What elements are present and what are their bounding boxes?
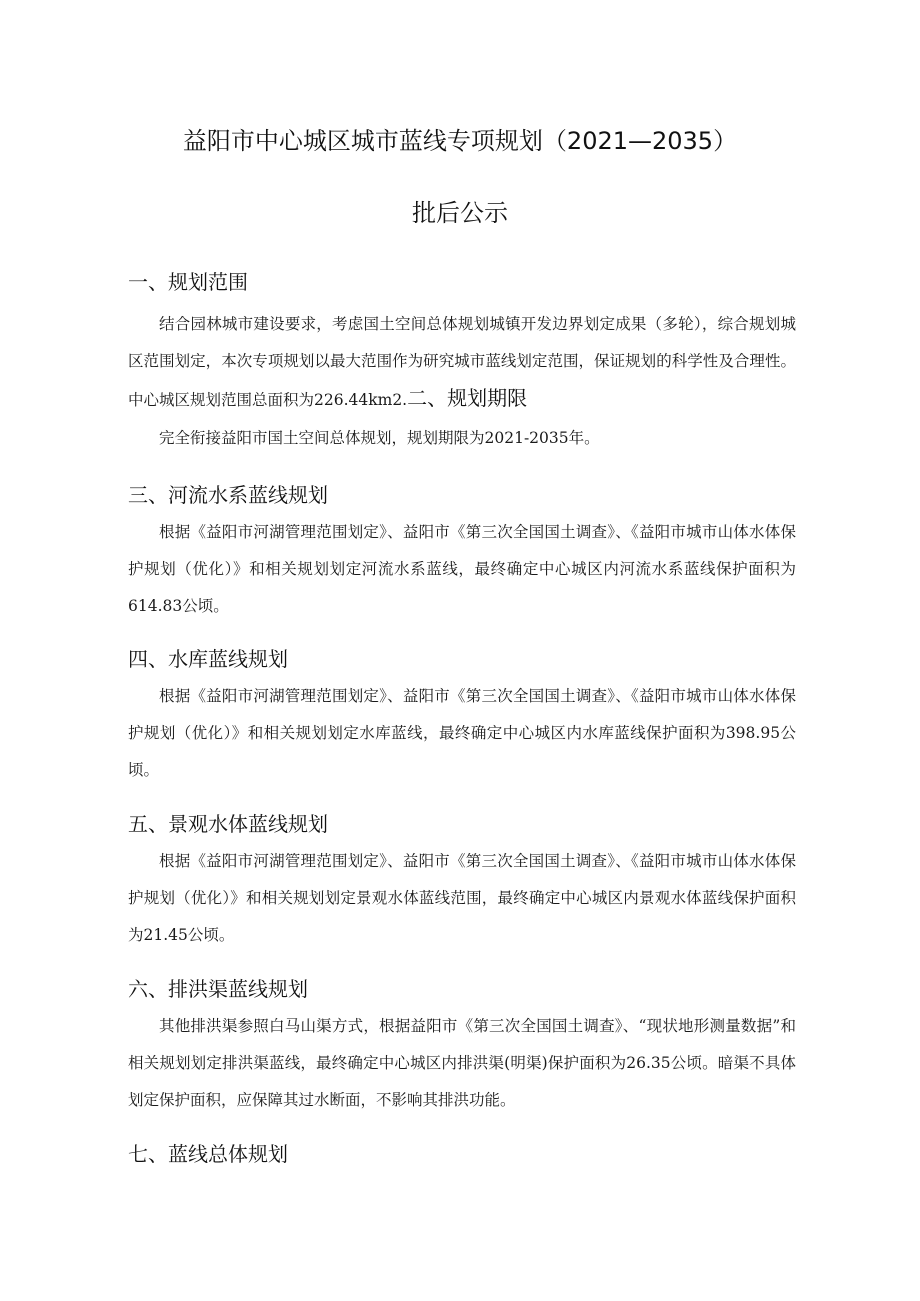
- section-body: [128, 306, 796, 419]
- document-subtitle: 批后公示: [412, 199, 508, 227]
- section-body: 根据《益阳市河湖管理范围划定》、益阳市《第三次全国国土调查》、《益阳市城市山体水体保护规划（优化）》和相关规划划定水库蓝线，最终确定中心城区内水库蓝线保护面积为398.95公顷。: [128, 687, 796, 779]
- section-body-text: 结合园林城市建设要求，考虑国土空间总体规划城镇开发边界划定成果（多轮），综合规划城区范围划定，本次专项规划以最大范围作为研究城市蓝线划定范围，保证规划的科学性及合理性。中心城区规划范围总面积为226.44km2.: [128, 315, 796, 409]
- section-body: 根据《益阳市河湖管理范围划定》、益阳市《第三次全国国土调查》、《益阳市城市山体水体保护规划（优化）》和相关规划划定河流水系蓝线，最终确定中心城区内河流水系蓝线保护面积为614.83公顷。: [128, 523, 796, 615]
- section-heading: 三、河流水系蓝线规划: [128, 483, 328, 507]
- document-title: 益阳市中心城区城市蓝线专项规划（2021—2035）: [182, 127, 738, 155]
- section-body: 完全衔接益阳市国土空间总体规划，规划期限为2021-2035年。: [159, 429, 600, 447]
- section-heading: 六、排洪渠蓝线规划: [128, 977, 308, 1001]
- section-heading: 七、蓝线总体规划: [128, 1142, 288, 1166]
- section-heading: 二、规划期限: [407, 386, 528, 410]
- section-body: 根据《益阳市河湖管理范围划定》、益阳市《第三次全国国土调查》、《益阳市城市山体水体保护规划（优化）》和相关规划划定景观水体蓝线范围，最终确定中心城区内景观水体蓝线保护面积为21.45公顷。: [128, 852, 796, 944]
- section-body: 其他排洪渠参照白马山渠方式，根据益阳市《第三次全国国土调查》、“现状地形测量数据”和相关规划划定排洪渠蓝线，最终确定中心城区内排洪渠(明渠)保护面积为26.35公顷。暗渠不具体划定保护面积，应保障其过水断面，不影响其排洪功能。: [128, 1017, 796, 1109]
- section-heading: 四、水库蓝线规划: [128, 647, 288, 671]
- section-heading: 一、规划范围: [128, 270, 248, 294]
- section-heading: 五、景观水体蓝线规划: [128, 812, 328, 836]
